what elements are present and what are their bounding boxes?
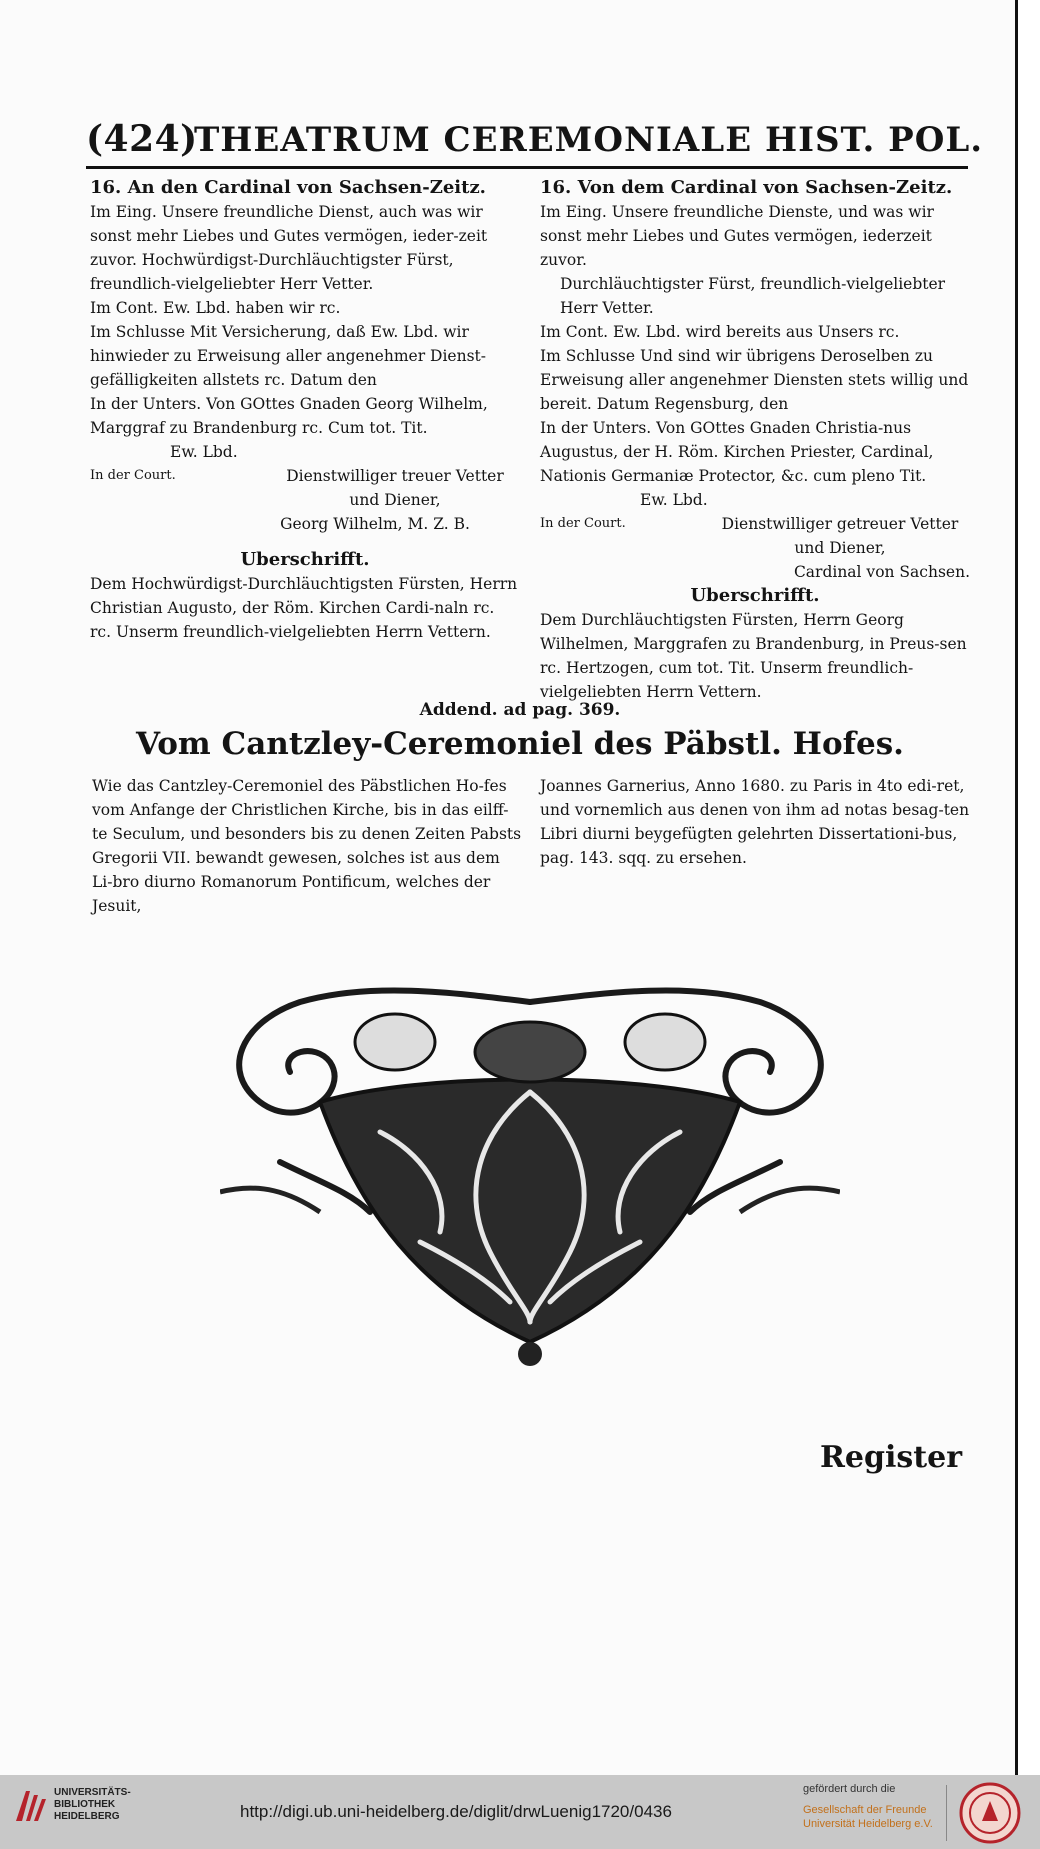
left-column <box>90 176 520 644</box>
sponsor-caption: gefördert durch die <box>803 1783 896 1795</box>
body-left-column <box>92 774 522 918</box>
left-eing: Im Eing. Unsere freundliche Dienst, auch was wir sonst mehr Liebes und Gutes vermögen, ieder-zeit zuvor. Hochwürdigst-Durchläuchtigster Fürst, freundlich-vielgeliebter Herr Vetter. <box>90 203 488 293</box>
right-cont: Im Cont. Ew. Lbd. wird bereits aus Unsers rc. <box>540 323 900 341</box>
right-court-text: Dienstwilliger getreuer Vetter und Diener, <box>721 515 959 557</box>
body-left-text: Wie das Cantzley-Ceremoniel des Päbstlichen Ho-fes vom Anfange der Christlichen Kirche, bis in das eilff-te Seculum, und besonders bis zu denen Zeiten Pabsts Gregorii VII. bewandt gewesen, solches ist aus dem Li-bro diurno Romanorum Pontificum, welches der Jesuit, <box>92 777 522 915</box>
ub-logo-icon <box>12 1785 48 1825</box>
running-title: THEATRUM CEREMONIALE HIST. POL. <box>194 120 984 160</box>
right-ew: Ew. Lbd. <box>640 491 708 509</box>
left-signature: Georg Wilhelm, M. Z. B. <box>280 515 470 533</box>
footer-divider <box>946 1785 947 1841</box>
right-signature: Cardinal von Sachsen. <box>793 563 970 581</box>
section-title: Vom Cantzley-Ceremoniel des Päbstl. Hofes. <box>136 726 904 762</box>
left-unters: In der Unters. Von GOttes Gnaden Georg Wilhelm, Marggraf zu Brandenburg rc. Cum tot. Tit. <box>90 395 488 437</box>
university-seal-icon[interactable] <box>958 1781 1022 1845</box>
sponsor-name[interactable]: Gesellschaft der Freunde Universität Heidelberg e.V. <box>803 1804 933 1830</box>
left-schluss: Im Schlusse Mit Versicherung, daß Ew. Lbd. wir hinwieder zu Erweisung aller angenehmer Dienst-gefälligkeiten allstets rc. Datum den <box>90 323 487 389</box>
left-heading: 16. An den Cardinal von Sachsen-Zeitz. <box>90 177 486 198</box>
right-column <box>540 176 970 704</box>
left-court-text: Dienstwilliger treuer Vetter und Diener, <box>286 467 504 509</box>
catchword: Register <box>819 1440 962 1475</box>
right-uber-title: Uberschrifft. <box>690 585 820 606</box>
left-uber-text: Dem Hochwürdigst-Durchläuchtigsten Fürsten, Herrn Christian Augusto, der Röm. Kirchen Cardi-naln rc. rc. Unserm freundlich-vielgeliebten Herrn Vettern. <box>90 575 518 641</box>
body-right-column <box>540 774 970 870</box>
body-right-text: Joannes Garnerius, Anno 1680. zu Paris in 4to edi-ret, und vornemlich aus denen von ihm ad notas besag-ten Libri diurni beygefügten gelehrten Dissertationi-bus, pag. 143. sqq. zu ersehen. <box>540 777 970 867</box>
left-cont: Im Cont. Ew. Lbd. haben wir rc. <box>90 299 341 317</box>
right-court <box>540 512 970 560</box>
left-court-label: In der Court. <box>90 468 176 483</box>
ub-logo-text: UNIVERSITÄTS- BIBLIOTHEK HEIDELBERG <box>54 1787 131 1822</box>
viewer-footer <box>0 1775 1040 1849</box>
page-url[interactable]: http://digi.ub.uni-heidelberg.de/diglit/drwLuenig1720/0436 <box>240 1802 672 1821</box>
right-eing: Im Eing. Unsere freundliche Dienste, und was wir sonst mehr Liebes und Gutes vermögen, iederzeit zuvor. <box>540 203 934 269</box>
right-durch: Durchläuchtigster Fürst, freundlich-vielgeliebter Herr Vetter. <box>560 275 946 317</box>
ub-heidelberg-logo[interactable] <box>12 1785 131 1825</box>
page-spine-edge <box>1015 0 1040 1775</box>
right-court-label: In der Court. <box>540 516 626 531</box>
page-number: (424) <box>86 118 198 160</box>
left-ew: Ew. Lbd. <box>170 443 238 461</box>
left-court <box>90 464 520 512</box>
right-schluss: Im Schlusse Und sind wir übrigens Deroselben zu Erweisung aller angenehmer Diensten stets willig und bereit. Datum Regensburg, den <box>540 347 969 413</box>
page-header <box>86 118 984 168</box>
header-rule <box>86 166 968 169</box>
left-uber-title: Uberschrifft. <box>240 549 370 570</box>
addend-note: Addend. ad pag. 369. <box>419 700 621 720</box>
right-heading: 16. Von dem Cardinal von Sachsen-Zeitz. <box>540 177 953 198</box>
right-uber-text: Dem Durchläuchtigsten Fürsten, Herrn Georg Wilhelmen, Marggrafen zu Brandenburg, in Preus-sen rc. Hertzogen, cum tot. Tit. Unserm freundlich-vielgeliebten Herrn Vettern. <box>540 611 967 701</box>
right-unters: In der Unters. Von GOttes Gnaden Christia-nus Augustus, der H. Röm. Kirchen Priester, Cardinal, Nationis Germaniæ Protector, &c. cum pleno Tit. <box>540 419 934 485</box>
ornament-vignette-icon <box>220 962 840 1372</box>
